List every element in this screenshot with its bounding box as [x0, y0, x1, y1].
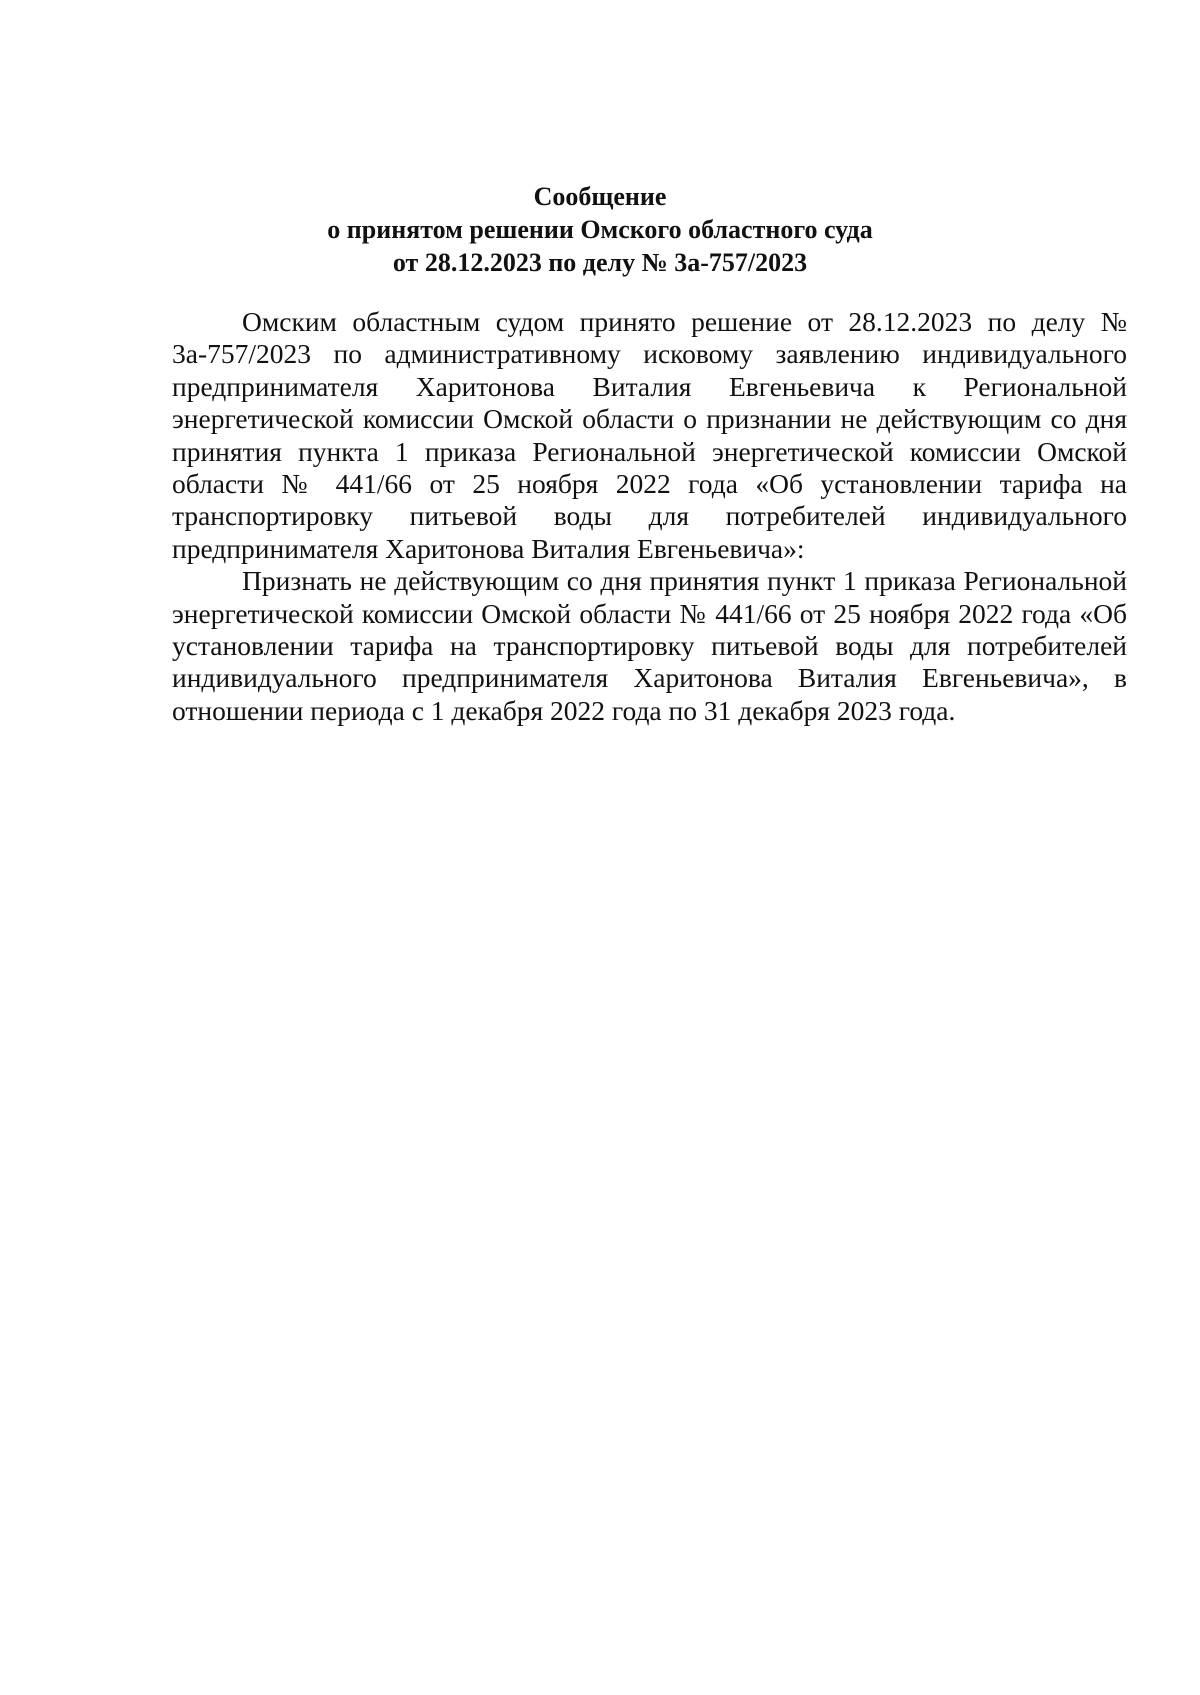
heading-subtitle: о принятом решении Омского областного суда	[327, 215, 873, 244]
document-body	[172, 306, 1127, 727]
document-heading	[150, 180, 1050, 279]
heading-case-reference: от 28.12.2023 по делу № 3а-757/2023	[392, 248, 808, 277]
paragraph-decision-summary: Омским областным судом принято решение от 28.12.2023 по делу № 3а-757/2023 по административному исковому заявлению индивидуального предпринимателя Харитонова Виталия Евгеньевича к Региональной энергетической комиссии Омской области о признании не действующим со дня принятия пункта 1 приказа Региональной энергетической комиссии Омской области № 441/66 от 25 ноября 2022 года «Об установлении тарифа на транспортировку питьевой воды для потребителей индивидуального предпринимателя Харитонова Виталия Евгеньевича»:	[172, 306, 1127, 564]
heading-title: Сообщение	[533, 182, 667, 211]
paragraph-decision-ruling: Признать не действующим со дня принятия пункт 1 приказа Региональной энергетической комиссии Омской области № 441/66 от 25 ноября 2022 года «Об установлении тарифа на транспортировку питьевой воды для потребителей индивидуального предпринимателя Харитонова Виталия Евгеньевича», в отношении периода с 1 декабря 2022 года по 31 декабря 2023 года.	[172, 565, 1127, 726]
